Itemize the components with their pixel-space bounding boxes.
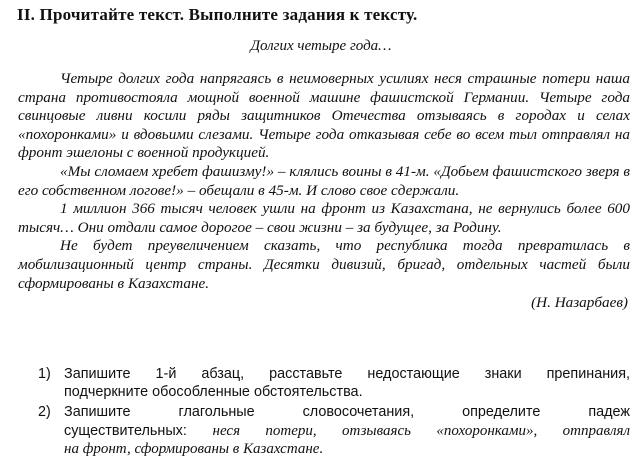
text-title: Долгих четыре года… (250, 38, 392, 54)
section-heading: II. Прочитайте текст. Выполните задания к тексту. (17, 5, 418, 24)
task-item-2 (38, 403, 630, 458)
text-author: (Н. Назарбаев) (531, 294, 628, 312)
task-number: 1) (38, 366, 51, 382)
text-paragraph-1: Четыре долгих года напрягаясь в неимоверных усилиях неся страшные потери наша страна противостояла мощной военной машине фашистской Германии. Четыре года свинцовые ливни косили ряды защитников Отечества отзываясь в городах и селах «похоронками» и вдовьими слезами. Четыре года отказывая себе во всем тыл отправлял на фронт эшелоны с военной продукцией. (18, 70, 630, 162)
task-item-1 (38, 365, 630, 401)
text-paragraph-3: 1 миллион 366 тысяч человек ушли на фронт из Казахстана, не вернулись более 600 тысяч… Они отдали самое дорогое – свои жизни – за будущее, за Родину. (18, 200, 630, 236)
task-example-phrases: неся потери, отзываясь «похоронками», отправлял (212, 422, 631, 439)
text-paragraph-2: «Мы сломаем хребет фашизму!» – клялись воины в 41-м. «Добьем фашистского зверя в его собственном логове!» – обещали в 45-м. И слово свое сдержали. (18, 162, 630, 199)
task-list (38, 365, 630, 460)
reading-text (18, 70, 630, 313)
task-text-plain: существительных: (64, 422, 187, 439)
task-text-line: подчеркните обособленные обстоятельства. (64, 384, 363, 401)
task-text-line (64, 422, 630, 440)
task-text-line: Запишите 1-й абзац, расставьте недостающие знаки препинания, (64, 366, 630, 382)
text-paragraph-4: Не будет преувеличением сказать, что республика тогда превратилась в мобилизационный центр страны. Десятки дивизий, бригад, отдельных частей были сформированы в Казахстане. (18, 237, 630, 292)
task-number: 2) (38, 404, 51, 421)
task-example-phrases: на фронт, сформированы в Казахстане. (64, 440, 324, 457)
task-text-line: Запишите глагольные словосочетания, определите падеж (64, 404, 630, 421)
